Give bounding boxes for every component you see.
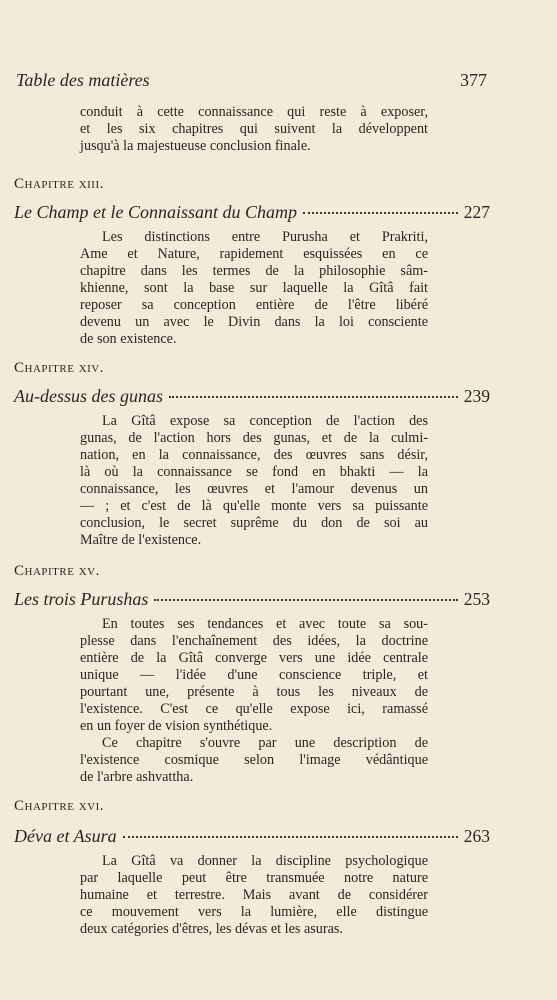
summary-line: Ce chapitre s'ouvre par une description de	[102, 735, 428, 751]
toc-entry-title: Déva et Asura	[14, 826, 117, 846]
chapter-heading: Chapitre xiii.	[14, 176, 104, 192]
summary-line: nation, en la connaissance, des œuvres sans désir,	[80, 447, 428, 463]
intro-line: jusqu'à la majestueuse conclusion finale.	[80, 138, 311, 154]
summary-line: devenu un avec le Divin dans la loi consciente	[80, 314, 428, 330]
toc-entry-page: 253	[463, 589, 490, 609]
summary-line: — ; et c'est de là qu'elle monte vers sa puissante	[80, 498, 428, 514]
toc-entry-page: 263	[463, 826, 490, 846]
chapter-heading: Chapitre xiv.	[14, 360, 104, 376]
toc-entry	[14, 826, 490, 847]
toc-entry	[14, 386, 490, 407]
summary-line: Ame et Nature, rapidement esquissées en ce	[80, 246, 428, 262]
summary-line: gunas, de l'action hors des gunas, et de la culmi-	[80, 430, 428, 446]
chapter-heading: Chapitre xv.	[14, 563, 100, 579]
summary-line: ce mouvement vers la lumière, elle distingue	[80, 904, 428, 920]
toc-entry-title: Au-dessus des gunas	[14, 386, 163, 406]
summary-line: Les distinctions entre Purusha et Prakriti,	[102, 229, 428, 245]
summary-line: connaissance, les œuvres et l'amour devenus un	[80, 481, 428, 497]
summary-line: pourtant une, présente à tous les niveaux de	[80, 684, 428, 700]
toc-entry-title: Le Champ et le Connaissant du Champ	[14, 202, 298, 222]
chapter-summary	[80, 853, 428, 938]
summary-line: plesse dans l'enchaînement des idées, la doctrine	[80, 633, 428, 649]
summary-line: entière de la Gîtâ converge vers une idée centrale	[80, 650, 428, 666]
intro-line: et les six chapitres qui suivent la développent	[80, 121, 428, 137]
intro-paragraph	[80, 104, 428, 155]
dot-leader	[169, 396, 458, 398]
summary-line: en un foyer de vision synthétique.	[80, 718, 273, 734]
summary-line: de l'arbre ashvattha.	[80, 769, 194, 785]
intro-line: conduit à cette connaissance qui reste à exposer,	[80, 104, 428, 120]
summary-line: conclusion, le secret suprême du don de soi au	[80, 515, 428, 531]
chapter-summary	[80, 413, 428, 549]
summary-line: de son existence.	[80, 331, 177, 347]
summary-line: là où la connaissance se fond en bhakti — la	[80, 464, 428, 480]
summary-line: La Gîtâ expose sa conception de l'action des	[102, 413, 428, 429]
toc-entry	[14, 589, 490, 610]
summary-line: humaine et terrestre. Mais avant de considérer	[80, 887, 428, 903]
running-head-title: Table des matières	[16, 70, 150, 90]
running-head-page-number: 377	[460, 70, 487, 90]
chapter-summary	[80, 229, 428, 348]
summary-line: En toutes ses tendances et avec toute sa sou-	[102, 616, 428, 632]
dot-leader	[123, 836, 458, 838]
summary-line: La Gîtâ va donner la discipline psychologique	[102, 853, 428, 869]
chapter-heading: Chapitre xvi.	[14, 798, 104, 814]
summary-line: unique — l'idée d'une conscience triple, et	[80, 667, 428, 683]
summary-line: deux catégories d'êtres, les dévas et les asuras.	[80, 921, 343, 937]
summary-line: l'existence cosmique selon l'image védântique	[80, 752, 428, 768]
summary-line: chapitre dans les termes de la philosophie sâm-	[80, 263, 428, 279]
summary-line: par laquelle peut être transmuée notre nature	[80, 870, 428, 886]
summary-line: l'existence. C'est ce qu'elle expose ici, ramassé	[80, 701, 428, 717]
summary-line: reposer sa conception entière de l'être libéré	[80, 297, 428, 313]
chapter-summary	[80, 616, 428, 786]
toc-entry-page: 239	[463, 386, 490, 406]
toc-entry-page: 227	[463, 202, 490, 222]
dot-leader	[303, 212, 458, 214]
running-head	[16, 70, 487, 91]
dot-leader	[154, 599, 457, 601]
summary-line: khienne, sont la base sur laquelle la Gîtâ fait	[80, 280, 428, 296]
summary-line: Maître de l'existence.	[80, 532, 202, 548]
toc-entry	[14, 202, 490, 223]
toc-entry-title: Les trois Purushas	[14, 589, 149, 609]
